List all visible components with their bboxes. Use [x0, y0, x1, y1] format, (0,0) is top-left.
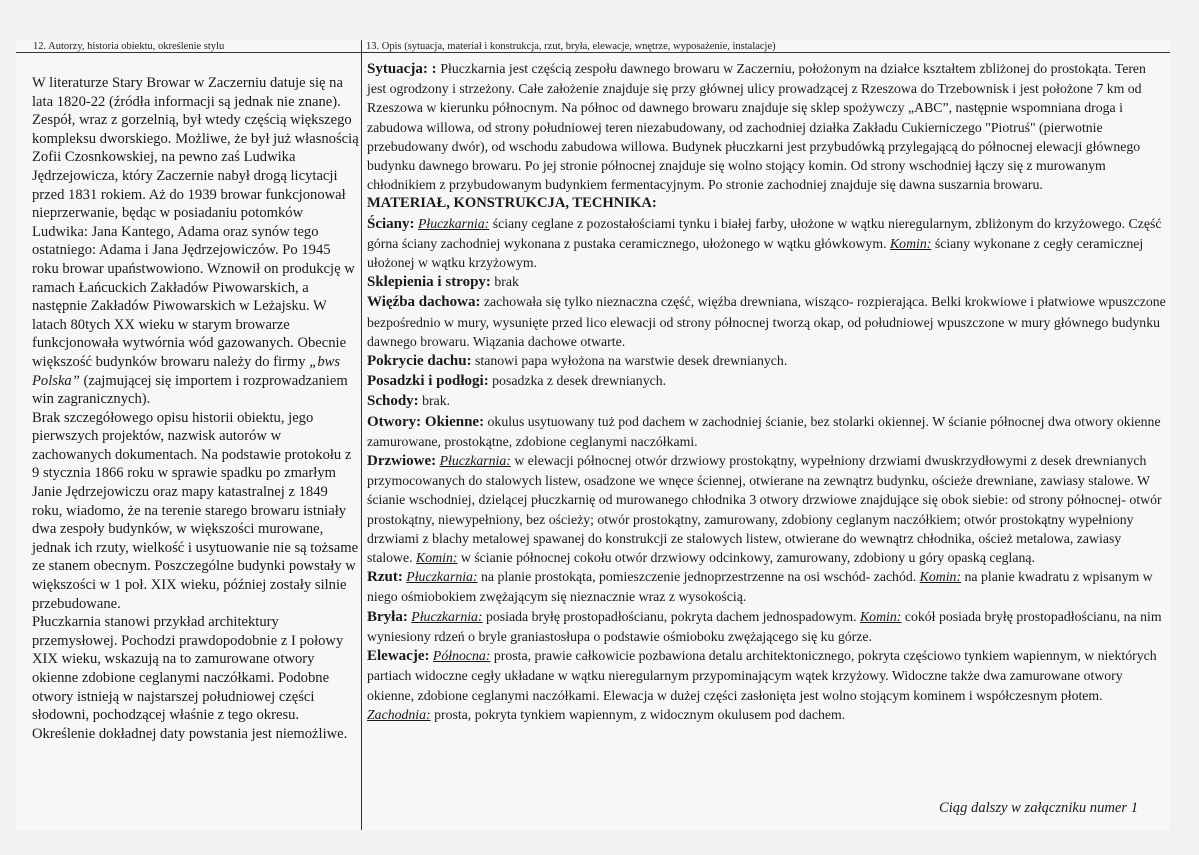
sciany-text: ściany wykonane z cegły ceramicznej ułożonej w wątku krzyżowym.	[367, 235, 1144, 271]
history-paragraph-3: Płuczkarnia stanowi przykład architektury przemysłowej. Pochodzi prawdopodobnie z I połowy XIX wieku, wskazują na to zamurowane otwory okienne zdobione ceglanymi naczółkami. Podobne otwory istnieją w najstarszej południowej części słodowni, pochodzącej właśnie z tego okresu. Określenie dokładnej daty powstania jest niemożliwe.	[32, 614, 348, 742]
sklepienia-label: Sklepienia i stropy:	[367, 274, 491, 291]
left-section-header: 12. Autorzy, historia obiektu, określenie stylu	[33, 41, 225, 52]
drzwiowe-label: Drzwiowe:	[367, 453, 437, 470]
komin-tag: Komin:	[859, 608, 902, 624]
otwory-label: Otwory: Okienne:	[367, 413, 485, 430]
bryla-text: cokół posiada bryłę prostopadłościanu, na nim wyniesiony rdzeń o bryle graniastosłupa o podstawie ośmioboku zwężającego się ku górze.	[367, 608, 1162, 644]
continuation-note: Ciąg dalszy w załączniku numer 1	[939, 800, 1139, 816]
drzwiowe-text: w ścianie północnej cokołu otwór drzwiowy odcinkowy, zamurowany, zdobiony u góry opaską ceglaną.	[457, 550, 1035, 566]
posadzki-text: posadzka z desek drewnianych.	[488, 373, 667, 389]
schody-label: Schody:	[367, 393, 419, 410]
drzwiowe-text: w elewacji północnej otwór drzwiowy prostokątny, wypełniony drzwiami dwuskrzydłowymi z desek drewnianych przymocowanych do stalowych listew, osadzone we wnęce ściennej, otwierane na zewnątrz budynku, ościeże drewniane, zawiasy stalowe. W ścianie wschodniej, dzielącej płuczkarnię od murowanego chłodnika 3 otwory drzwiowe znajdujące się obok siebie: od strony północnej- otwór prostokątny, niewypełniony, bez ościeży; otwór prostokątny, zamurowany, zdobiony ceglanym naczółkiem; otwór prostokątny wypełniony drzwiami z blachy metalowej spawanej do konstrukcji ze stalowych listew, otwierane do wewnątrz chłodnika, oścież metalowa, zawiasy stalowe.	[367, 453, 1162, 566]
otwory-text: okulus usytuowany tuż pod dachem w zachodniej ścianie, bez stolarki okiennej. W ścianie północnej dwa otwory okienne zamurowane, prostokątne, zdobione ceglanymi naczółkami.	[367, 413, 1161, 449]
elewacje-text: prosta, prawie całkowicie pozbawiona detalu architektonicznego, pokryta częściowo tynkiem wapiennym, w niektórych partiach widoczne cegły układane w wątku nieregularnym przypominającym wątek krzyżowy. Widoczne także dwa zamurowane otwory okienne, zdobione ceglanymi naczółkami. Elewacja w dużej części zasłonięta jest wolno stojącym kominem i współczesnym płotem.	[367, 648, 1157, 703]
pluczkarnia-tag: Płuczkarnia:	[439, 453, 511, 469]
wiezba-section	[367, 292, 1167, 351]
posadzki-label: Posadzki i podłogi:	[367, 373, 489, 390]
wiezba-text: zachowała się tylko nieznaczna część, więźba drewniana, wisząco- rozpierająca. Belki krokwiowe i płatwiowe wpuszczone bezpośrednio w mury, wysunięte przed lico elewacji od strony północnej tworzą okap, od południowej wpuszczone w mury głównego budynku dawnego browaru. Wiązania dachowe otwarte.	[367, 294, 1166, 349]
pokrycie-text: stanowi papa wyłożona na warstwie desek drewnianych.	[471, 353, 788, 369]
rzut-text: na planie kwadratu z wpisanym w niego ośmiobokiem zwężającym się nieznacznie wraz z wysokością.	[367, 569, 1153, 605]
zachodnia-text: prosta, pokryta tynkiem wapiennym, z widocznym okulusem pod dachem.	[430, 706, 846, 722]
history-paragraph-1	[32, 74, 359, 409]
history-text: (zajmującej się importem i rozprowadzaniem win zagranicznych).	[32, 372, 348, 408]
pokrycie-label: Pokrycie dachu:	[367, 353, 472, 370]
sciany-label: Ściany:	[367, 215, 415, 232]
description-column	[367, 59, 1167, 724]
otwory-section	[367, 412, 1167, 451]
sklepienia-text: brak	[490, 274, 519, 290]
history-paragraph-2: Brak szczegółowego opisu historii obiektu, jego pierwszych projektów, nazwisk autorów w zachowanych dokumentach. Na podstawie protokołu z 9 stycznia 1866 roku w sprawie spadku po zmarłym Janie Jędrzejowiczu oraz mapy katastralnej z 1849 roku, wiadomo, że na terenie starego browaru istniały dwa zespoły budynków, w większości murowane, jednak ich rzuty, wielkość i usytuowanie nie są tożsame ze stanem obecnym. Poszczególne budynki powstały w większości w 1 poł. XIX wieku, później zostały silnie przebudowane.	[32, 409, 359, 612]
bryla-text: posiada bryłę prostopadłościanu, pokryta dachem jednospadowym.	[482, 608, 860, 624]
rzut-text: na planie prostokąta, pomieszczenie jednoprzestrzenne na osi wschód- zachód.	[477, 569, 920, 585]
bryla-section	[367, 607, 1167, 646]
schody-section	[367, 391, 1167, 411]
history-text: W literaturze Stary Browar w Zaczerniu datuje się na lata 1820-22 (źródła informacji są jednak nie znane). Zespół, wraz z gorzelnią, był wtedy częścią większego kompleksu dworskiego. Możliwe, że był już własnością Zofii Czosnkowskiej, na pewno zaś Ludwika Jędrzejowicza, który Zaczernie nabył drogą licytacji przed 1831 rokiem. Aż do 1939 browar funkcjonował nieprzerwanie, będąc w posiadaniu potomków Ludwika: Jana Kantego, Adama oraz synów tego ostatniego: Adama i Jana Jędrzejowiczów. Po 1945 roku browar upaństwowiono. Wznowił on produkcję w ramach Łańcuckich Zakładów Piwowarskich, a następnie Zakładów Piwowarskich w Leżajsku. W latach 80tych XX wieku w starym browarze funkcjonowała wytwórnia wód gazowanych. Obecnie większość budynków browaru należy do firmy	[32, 75, 359, 370]
bryla-label: Bryła:	[367, 608, 408, 625]
sklepienia-section	[367, 272, 1167, 292]
rzut-section	[367, 567, 1167, 606]
zachodnia-tag: Zachodnia:	[367, 706, 431, 722]
drzwiowe-section	[367, 451, 1167, 567]
material-heading: MATERIAŁ, KONSTRUKCJA, TECHNIKA:	[367, 195, 657, 212]
wiezba-label: Więźba dachowa:	[367, 294, 481, 311]
rzut-label: Rzut:	[367, 569, 403, 586]
pokrycie-section	[367, 351, 1167, 371]
schody-text: brak.	[418, 393, 451, 409]
sciany-section	[367, 214, 1167, 273]
elewacje-section	[367, 646, 1167, 705]
zachodnia-section	[367, 705, 1167, 724]
firm-name: „bws Polska”	[32, 353, 341, 389]
column-divider	[361, 40, 362, 830]
sytuacja-text: Płuczkarnia jest częścią zespołu dawnego browaru w Zaczerniu, położonym na działce kształtem zbliżonej do prostokąta. Teren jest ogrodzony i strzeżony. Całe założenie znajduje się przy głównej ulicy prowadzącej z Rzeszowa do Trzebownisk i jest położone 7 km od Rzeszowa w kierunku północnym. Na północ od dawnego browaru znajduje się sklep spożywczy „ABC”, następnie wspomniana droga i zabudowa willowa, od strony południowej teren niezabudowany, od zachodniej działka Zakładu Cukierniczego "Piotruś" (pierwotnie przebudowany dwór), od wschodu zabudowa willowa. Budynek płuczkarni jest przybudówką przylegającą do północnej elewacji głównego budynku dawnego browaru. Po jej stronie północnej znajduje się wolno stojący komin. Od strony wschodniej łączy się z murowanym chłodnikiem z przybudowanym budynkiem fermentacyjnym. Po stronie zachodniej znajduje się dawna suszarnia browaru.	[367, 61, 1146, 193]
right-section-header: 13. Opis (sytuacja, materiał i konstrukcja, rzut, bryła, elewacje, wnętrze, wyposażenie, instalacje)	[366, 41, 776, 52]
sytuacja-separator: : :	[422, 61, 441, 77]
komin-tag: Komin:	[919, 569, 962, 585]
komin-tag: Komin:	[889, 235, 932, 251]
sytuacja-label: Sytuacja	[367, 61, 423, 77]
sciany-text: ściany ceglane z pozostałościami tynku i białej farby, ułożone w wątku nieregularnym, zbliżonym do krzyżowego. Część górna ściany zachodniej wykonana z pustaka ceramicznego, ułożonego w wątku główkowym.	[367, 215, 1162, 251]
pluczkarnia-tag: Płuczkarnia:	[411, 608, 483, 624]
polnocna-tag: Północna:	[432, 648, 491, 664]
pluczkarnia-tag: Płuczkarnia:	[417, 215, 490, 231]
elewacje-label: Elewacje:	[367, 648, 430, 665]
komin-tag: Komin:	[416, 550, 458, 566]
posadzki-section	[367, 371, 1167, 391]
history-column	[32, 74, 359, 743]
sytuacja-section	[367, 59, 1167, 194]
pluczkarnia-tag: Płuczkarnia:	[406, 569, 478, 585]
